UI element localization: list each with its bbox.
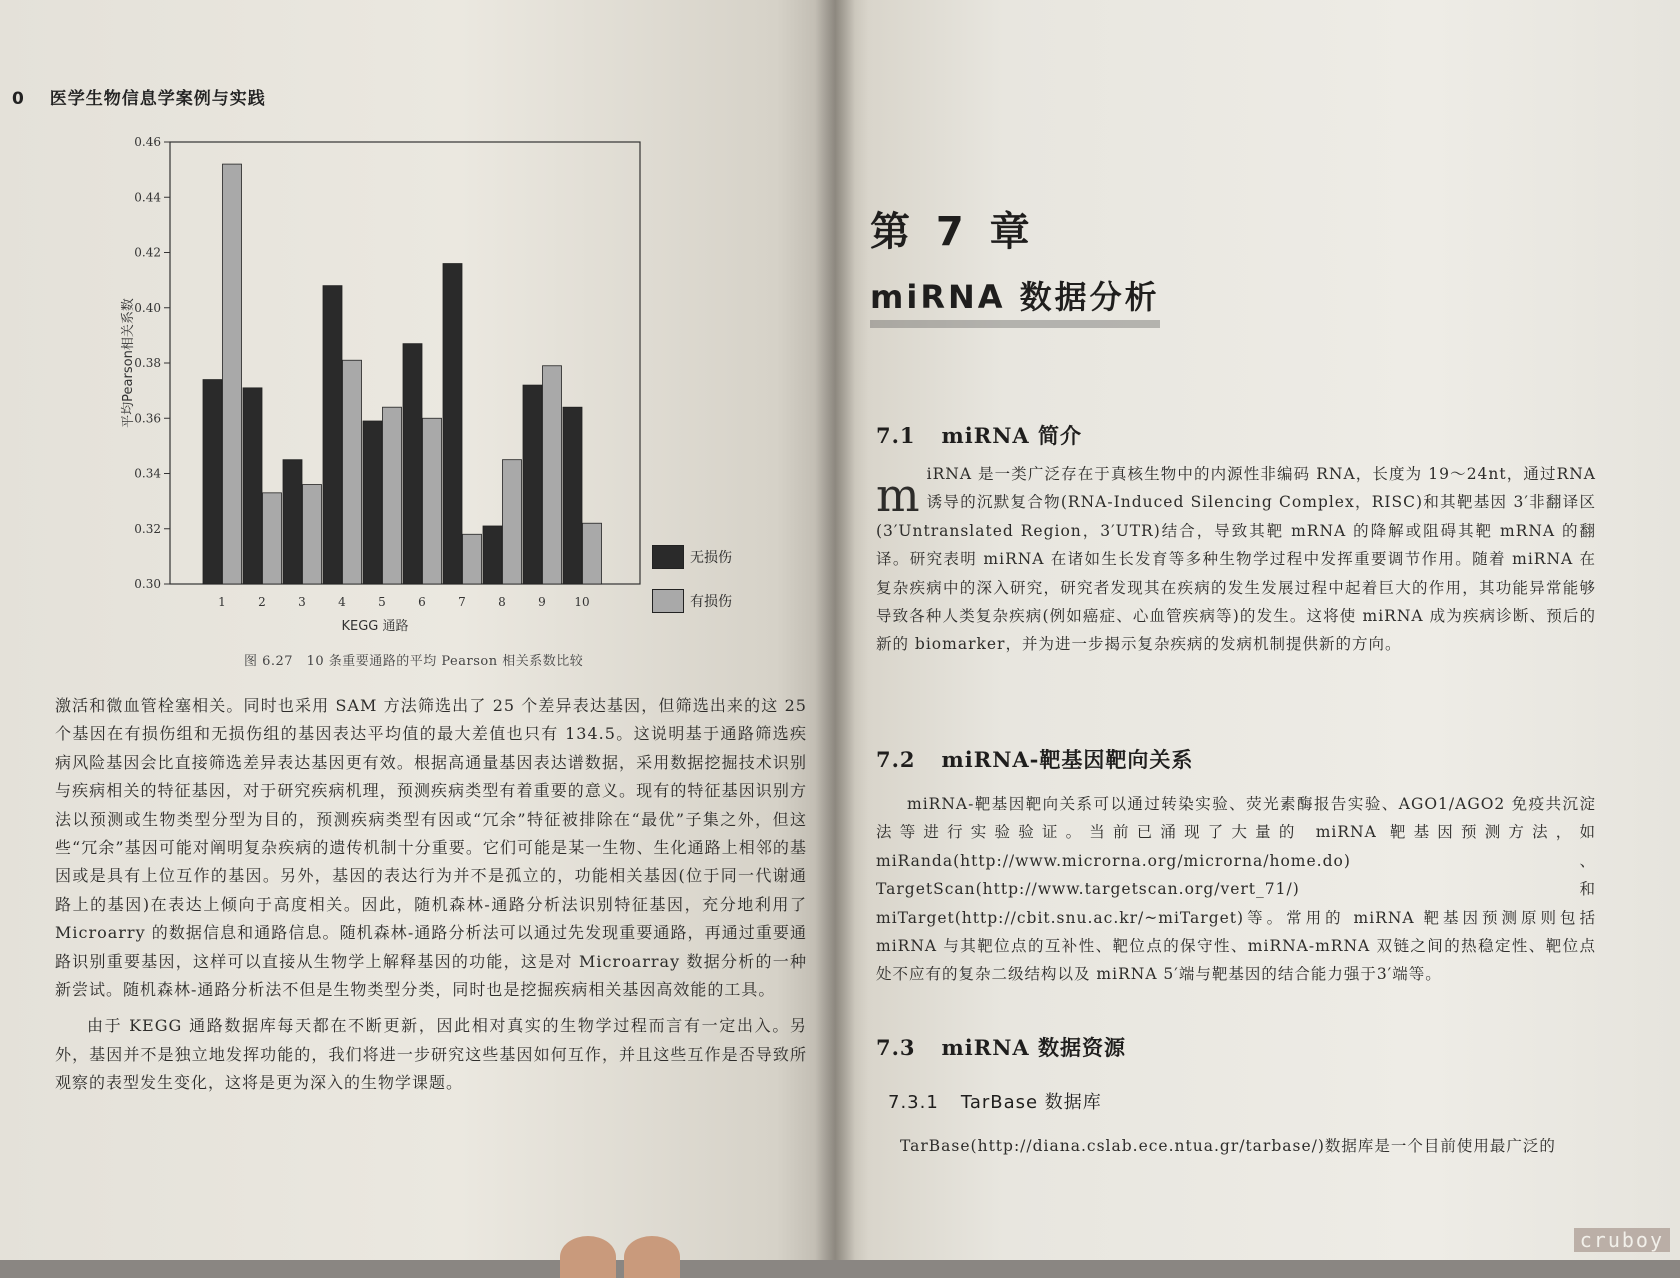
bar [283,460,302,584]
y-tick-label: 0.36 [134,411,161,426]
watermark: cruboy [1574,1228,1670,1252]
paragraph: 由于 KEGG 通路数据库每天都在不断更新，因此相对真实的生物学过程而言有一定出入。另外，基因并不是独立地发挥功能的，我们将进一步研究这些基因如何互作，并且这些互作是否导致所观察的表型发生变化，这将是更为深入的生物学课题。 [55,1016,807,1093]
running-head [12,84,266,109]
y-tick-label: 0.40 [134,300,161,315]
finger [560,1236,616,1278]
bar [483,526,502,584]
section-heading [876,420,1082,450]
bar [343,360,362,584]
section-body [876,460,1596,659]
bar [263,493,282,584]
legend-label: 无损伤 [690,550,732,566]
bar [323,286,342,584]
page-number: 0 [12,89,25,109]
legend-label: 有损伤 [690,594,732,610]
book-gutter [815,0,855,1260]
section-number: 7.3 [876,1035,916,1060]
section-title: miRNA-靶基因靶向关系 [941,747,1194,772]
book-title: 医学生物信息学案例与实践 [49,89,266,109]
finger [624,1236,680,1278]
bar [503,460,522,584]
bar [463,534,482,584]
bar [403,344,422,584]
x-tick-label: 8 [498,595,506,609]
x-tick-label: 3 [298,595,306,609]
x-tick-label: 4 [338,595,346,609]
section-heading [876,1032,1126,1062]
bar [563,407,582,584]
legend-entry [652,589,732,613]
bar [383,407,402,584]
x-tick-label: 1 [218,595,226,609]
bar [443,264,462,584]
x-tick-label: 7 [458,595,466,609]
y-tick-label: 0.44 [134,190,161,205]
bar [423,418,442,584]
y-tick-label: 0.34 [134,466,161,481]
left-page [0,0,835,1260]
bar [243,388,262,584]
bar [543,366,562,584]
x-tick-label: 10 [574,595,590,609]
paragraph: TarBase(http://diana.cslab.ece.ntua.gr/tarbase/)数据库是一个目前使用最广泛的 [900,1137,1556,1155]
section-number: 7.2 [876,747,916,772]
subsection-number: 7.3.1 [888,1092,939,1113]
section-body [900,1132,1600,1160]
paragraph: 激活和微血管栓塞相关。同时也采用 SAM 方法筛选出了 25 个差异表达基因，但筛选出来的这 25 个基因在有损伤组和无损伤组的基因表达平均值的最大差值也只有 134.5。这说明基于通路筛选疾病风险基因会比直接筛选差异表达基因更有效。根据高通量基因表达谱数据，采用数据挖掘技术识别与疾病相关的特征基因，对于研究疾病机理，预测疾病类型有着重要的意义。现有的特征基因识别方法以预测或生物类型分型为目的，预测疾病类型有因或“冗余”特征被排除在“最优”子集之外，但这些“冗余”基因可能对阐明复杂疾病的遗传机制十分重要。它们可能是某一生物、生化通路上相邻的基因或是具有上位互作的基因。另外，基因的表达行为并不是孤立的，功能相关基因(位于同一代谢通路上的基因)在表达上倾向于高度相关。因此，随机森林-通路分析法识别特征基因，充分地利用了 Microarry 的数据信息和通路信息。随机森林-通路分析法可以通过先发现重要通路，再通过重要通路识别重要基因，这样可以直接从生物学上解释基因的功能，这是对 Microarray 数据分析的一种新尝试。随机森林-通路分析法不但是生物类型分类，同时也是挖掘疾病相关基因高效能的工具。 [55,696,807,1000]
section-title: miRNA 数据资源 [941,1035,1126,1060]
bar [303,485,322,584]
left-body-text [55,692,807,1098]
paragraph: iRNA 是一类广泛存在于真核生物中的内源性非编码 RNA，长度为 19～24nt，通过RNA 诱导的沉默复合物(RNA-Induced Silencing Complex，RISC)和其靶基因 3′非翻译区(3′Untranslated Region，3′UTR)结合，导致其靶 mRNA 的降解或阻碍其靶 mRNA 的翻译。研究表明 miRNA 在诸如生长发育等多种生物学过程中发挥重要调节作用。随着 miRNA 在复杂疾病中的深入研究，研究者发现其在疾病的发生发展过程中起着巨大的作用，其功能异常能够导致各种人类复杂疾病(例如癌症、心血管疾病等)的发生。这将使 miRNA 成为疾病诊断、预后的新的 biomarker，并为进一步揭示复杂疾病的发病机制提供新的方向。 [876,465,1596,654]
bar [203,380,222,584]
x-tick-label: 2 [258,595,266,609]
drop-cap: m [876,468,921,522]
fingers [560,1232,680,1260]
bar [363,421,382,584]
chapter-title: miRNA 数据分析 [870,272,1160,328]
y-tick-label: 0.42 [134,245,161,260]
x-tick-label: 5 [378,595,386,609]
section-heading [876,744,1193,774]
paragraph: miRNA-靶基因靶向关系可以通过转染实验、荧光素酶报告实验、AGO1/AGO2 免疫共沉淀法等进行实验验证。当前已涌现了大量的 miRNA 靶基因预测方法，如 miRanda(http://www.microrna.org/microrna/home.do)、TargetScan(http://www.targetscan.org/vert_71/)和 miTarget(http://cbit.snu.ac.kr/~miTarget)等。常用的 miRNA 靶基因预测原则包括 miRNA 与其靶位点的互补性、靶位点的保守性、miRNA-mRNA 双链之间的热稳定性、靶位点处不应有的复杂二级结构以及 miRNA 5′端与靶基因的结合能力强于3′端等。 [876,795,1596,984]
figure-caption: 图 6.27 10 条重要通路的平均 Pearson 相关系数比较 [244,654,584,669]
y-tick-label: 0.30 [134,577,161,591]
bar [583,523,602,584]
x-tick-label: 9 [538,595,546,609]
y-tick-label: 0.32 [134,521,161,536]
section-number: 7.1 [876,423,916,448]
legend-swatch [652,589,684,613]
subsection-heading [888,1088,1102,1114]
y-tick-label: 0.38 [134,356,161,370]
x-axis-label: KEGG 通路 [341,619,409,634]
y-axis-label: 平均Pearson相关系数 [121,298,136,428]
chapter-label: 第 7 章 [870,209,1036,255]
section-title: miRNA 简介 [941,423,1082,448]
subsection-title: TarBase 数据库 [960,1092,1102,1113]
bar [523,385,542,584]
x-tick-label: 6 [418,595,426,609]
legend-entry [652,545,732,569]
bar [223,164,242,584]
bar-chart [118,128,638,634]
y-tick-label: 0.46 [134,135,161,149]
legend-swatch [652,545,684,569]
section-body [876,790,1596,989]
